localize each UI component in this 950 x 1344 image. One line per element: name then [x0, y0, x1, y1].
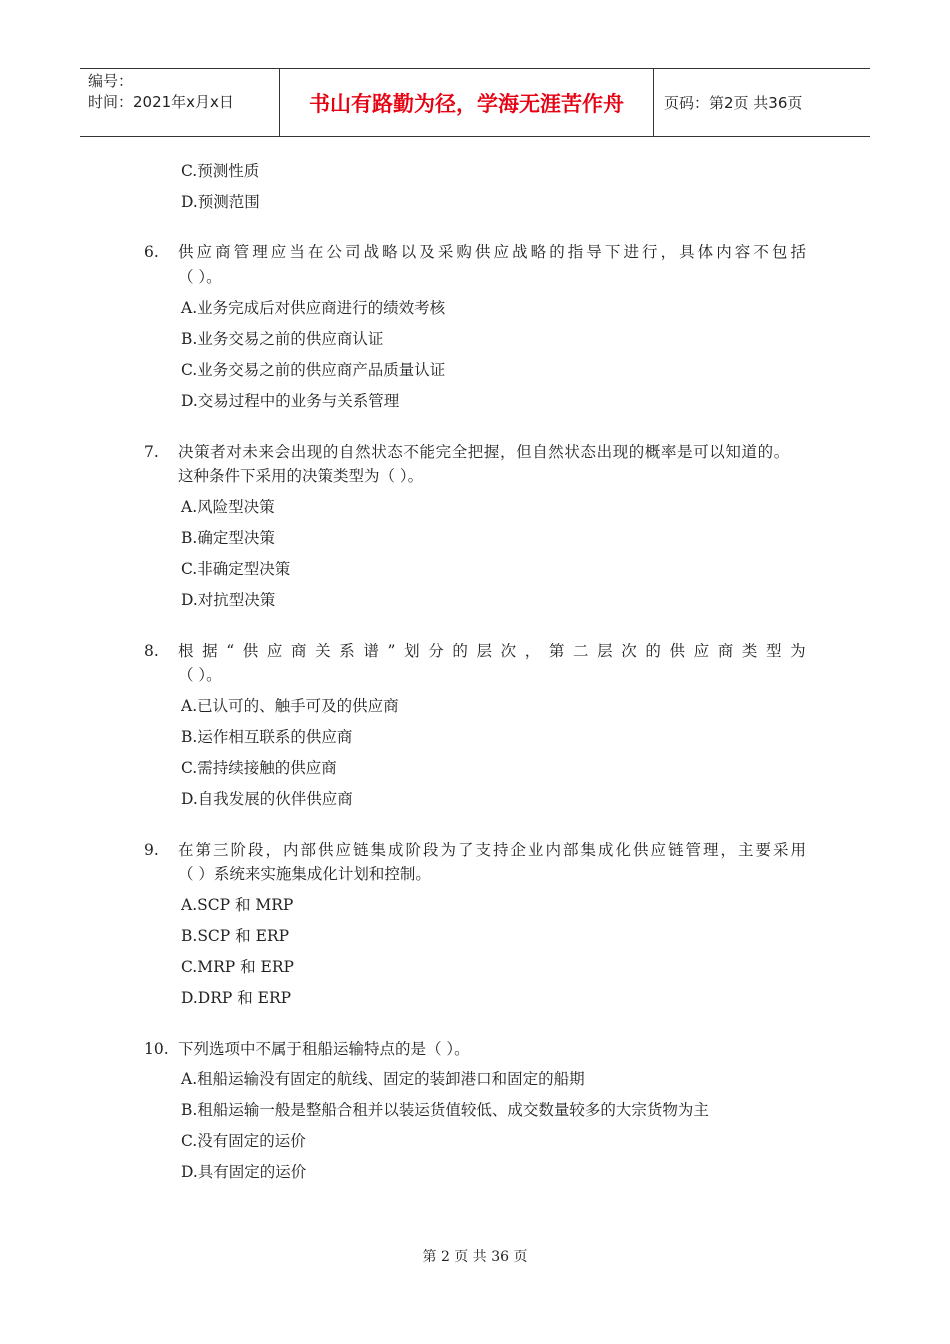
question-number: 8.: [144, 642, 159, 660]
question-char: 次: [500, 642, 517, 660]
option-d: D.预测范围: [181, 193, 260, 211]
option-b: B.业务交易之前的供应商认证: [181, 330, 384, 348]
question-number: 10.: [144, 1040, 169, 1058]
question-char: 层: [597, 642, 613, 660]
option-a: A.已认可的、触手可及的供应商: [181, 697, 399, 715]
option-c: C.业务交易之前的供应商产品质量认证: [181, 361, 446, 379]
question-text: 决策者对未来会出现的自然状态不能完全把握，但自然状态出现的概率是可以知道的。: [178, 443, 790, 461]
question-char: 应: [693, 642, 710, 660]
question-char: 据: [202, 642, 218, 660]
question-char: 的: [645, 642, 661, 660]
option-c: C.预测性质: [181, 162, 260, 180]
question-char: 层: [476, 642, 492, 660]
question-char: 分: [428, 642, 444, 660]
question-char: 次: [621, 642, 637, 660]
question-blank: （ ）系统来实施集成化计划和控制。: [178, 865, 431, 883]
option-b: B.SCP 和 ERP: [181, 927, 289, 945]
question-char: 商: [291, 642, 307, 660]
question-blank: 这种条件下采用的决策类型为（ ）。: [178, 467, 424, 485]
option-c: C.非确定型决策: [181, 560, 291, 578]
option-d: D.自我发展的伙伴供应商: [181, 790, 353, 808]
option-d: D.DRP 和 ERP: [181, 989, 292, 1007]
option-d: D.具有固定的运价: [181, 1163, 307, 1181]
question-char: 应: [266, 642, 283, 660]
question-text: 在第三阶段，内部供应链集成阶段为了支持企业内部集成化供应链管理，主要采用: [178, 841, 806, 859]
question-char: 为: [790, 642, 806, 660]
option-b: B.确定型决策: [181, 529, 275, 547]
page-header: [80, 68, 870, 137]
question-text: 供应商管理应当在公司战略以及采购供应战略的指导下进行，具体内容不包括: [178, 243, 806, 261]
question-char: ”: [387, 642, 396, 660]
question-blank: （ ）。: [178, 666, 222, 684]
question-char: 二: [572, 642, 589, 660]
question-char: “: [226, 642, 235, 660]
question-char: 谱: [363, 642, 379, 660]
question-char: 划: [404, 642, 420, 660]
question-char: 关: [315, 642, 331, 660]
question-char: 根: [178, 642, 194, 660]
question-char: ，: [524, 642, 541, 660]
time-label: 时间：2021年x月x日: [88, 93, 234, 111]
option-a: A.风险型决策: [181, 498, 275, 516]
option-a: A.业务完成后对供应商进行的绩效考核: [181, 299, 446, 317]
question-char: 的: [452, 642, 468, 660]
option-c: C.MRP 和 ERP: [181, 958, 294, 976]
option-a: A.SCP 和 MRP: [181, 896, 294, 914]
question-blank: （ ）。: [178, 268, 222, 286]
option-b: B.租船运输一般是整船合租并以装运货值较低、成交数量较多的大宗货物为主: [181, 1101, 709, 1119]
question-char: 系: [339, 642, 355, 660]
question-number: 6.: [144, 243, 159, 261]
question-char: 型: [765, 642, 782, 660]
option-d: D.对抗型决策: [181, 591, 276, 609]
question-char: 供: [242, 642, 259, 660]
option-c: C.没有固定的运价: [181, 1132, 306, 1150]
option-b: B.运作相互联系的供应商: [181, 728, 353, 746]
question-text: 下列选项中不属于租船运输特点的是（ ）。: [178, 1040, 470, 1058]
page-footer: 第 2 页 共 36 页: [422, 1249, 528, 1265]
option-c: C.需持续接触的供应商: [181, 759, 337, 777]
question-number: 9.: [144, 841, 159, 859]
option-d: D.交易过程中的业务与关系管理: [181, 392, 400, 410]
header-meta: [80, 69, 280, 136]
question-char: 商: [717, 642, 734, 660]
question-char: 类: [741, 642, 758, 660]
question-char: 第: [548, 642, 565, 660]
question-number: 7.: [144, 443, 159, 461]
number-label: 编号：: [88, 72, 134, 90]
option-a: A.租船运输没有固定的航线、固定的装卸港口和固定的船期: [181, 1070, 585, 1088]
header-page-label: 页码：第2页 共36页: [664, 94, 803, 112]
question-char: 供: [669, 642, 685, 660]
question-text: [178, 641, 806, 661]
header-motto: 书山有路勤为径，学海无涯苦作舟: [280, 69, 654, 136]
